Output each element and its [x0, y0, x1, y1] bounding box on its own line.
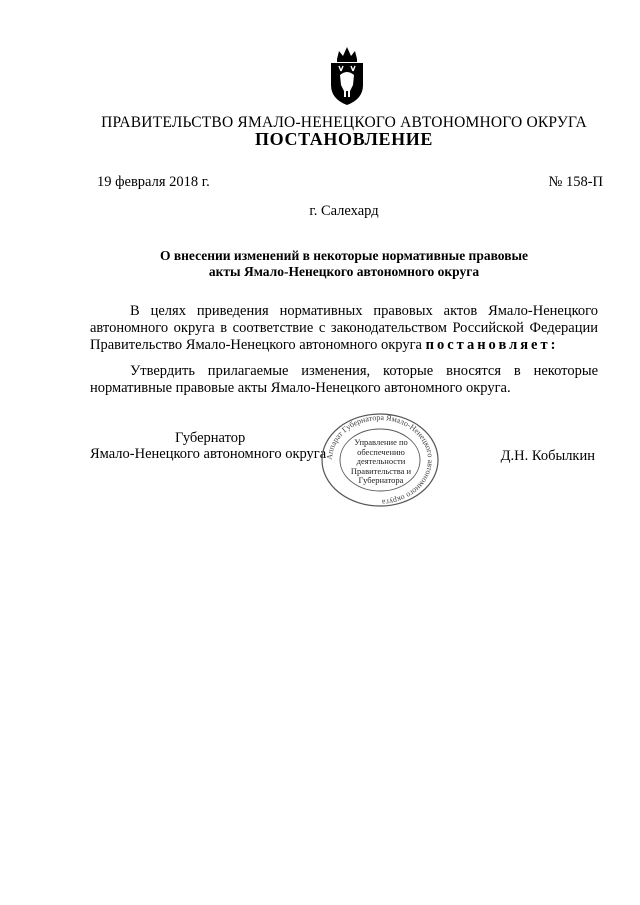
signatory-region: Ямало-Ненецкого автономного округа — [90, 446, 327, 462]
document-type: ПОСТАНОВЛЕНИЕ — [255, 129, 433, 149]
svg-text:Аппарат Губернатора Ямало-Нене: Аппарат Губернатора Ямало-Ненецкого автономного округа — [324, 412, 436, 507]
signatory-title: Губернатор — [175, 430, 246, 446]
document-subject — [0, 248, 640, 280]
signatory-name: Д.Н. Кобылкин — [500, 448, 595, 464]
document-city: г. Салехард — [309, 203, 379, 219]
coat-of-arms-icon — [327, 45, 367, 107]
document-number: № 158-П — [548, 174, 603, 190]
paragraph-2-text: Утвердить прилагаемые изменения, которые вносятся в некоторые нормативные правовые акты Ямало-Ненецкого автономного округа. — [90, 363, 598, 396]
document-date: 19 февраля 2018 г. — [97, 174, 210, 190]
subject-line-2: акты Ямало-Ненецкого автономного округа — [208, 264, 480, 279]
body-paragraph-1 — [90, 303, 598, 354]
organization-name: ПРАВИТЕЛЬСТВО ЯМАЛО-НЕНЕЦКОГО АВТОНОМНОГО ОКРУГА — [101, 114, 587, 131]
body-paragraph-2 — [90, 363, 598, 397]
subject-line-1: О внесении изменений в некоторые нормативные правовые — [159, 248, 529, 263]
resolution-word: постановляет: — [425, 337, 559, 353]
stamp-center-text: Управление по обеспечению деятельности Правительства и Губернатора — [350, 437, 412, 485]
paragraph-1-text: В целях приведения нормативных правовых актов Ямало-Ненецкого автономного округа в соответствие с законодательством Российской Федерации Правительство Ямало-Ненецкого автономного округа — [90, 303, 598, 353]
